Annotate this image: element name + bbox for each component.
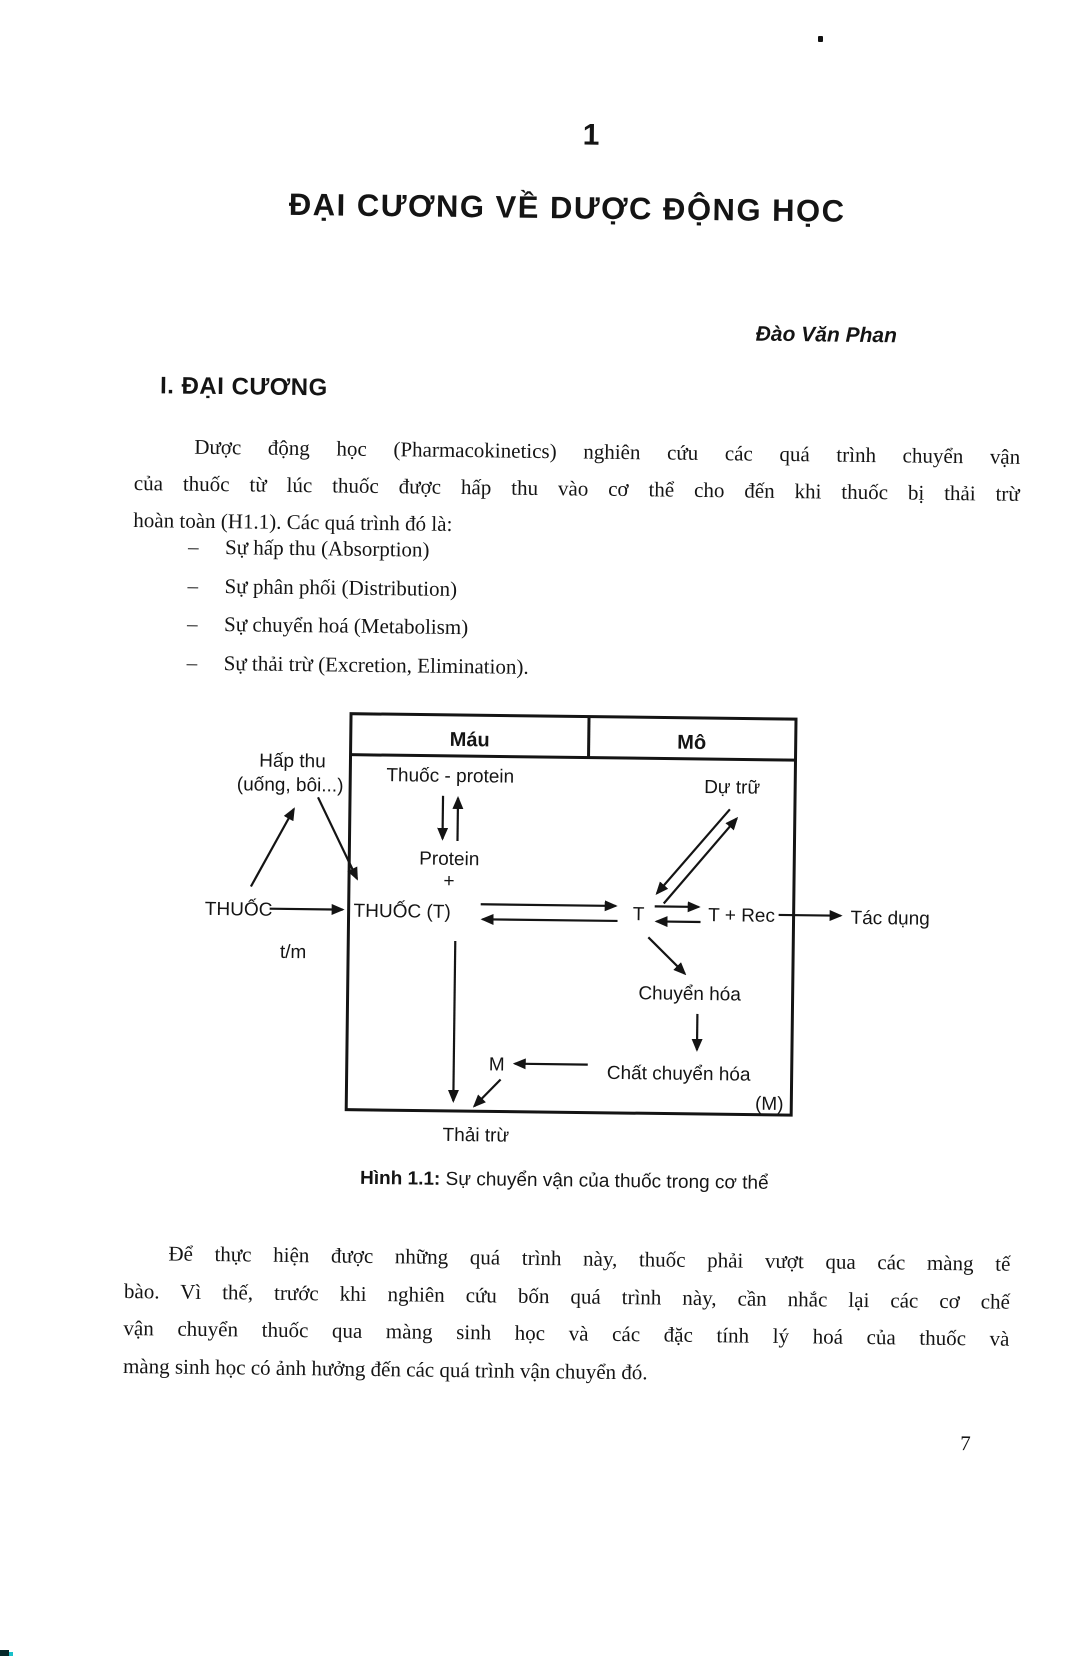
drug-receptor-label: T + Rec (708, 905, 776, 927)
absorption-label-line2: (uống, bôi...) (236, 774, 344, 797)
arrow-up-icon (457, 798, 458, 841)
receptor-arrow-right-icon (655, 906, 699, 907)
bullet-dash: – (186, 611, 198, 636)
intro-line: của thuốc từ lúc thuốc được hấp thu vào cơ thể cho đến khi thuốc bị thải trừ (133, 471, 1020, 506)
storage-label: Dự trữ (704, 777, 761, 799)
blood-header: Máu (449, 728, 490, 752)
figure-caption-text: Sự chuyển vận của thuốc trong cơ thể (445, 1168, 769, 1194)
absorption-label-line1: Hấp thu (259, 750, 326, 773)
arrow-down-icon (443, 796, 444, 839)
scan-artifact-speck (818, 36, 823, 42)
effect-label: Tác dụng (850, 907, 930, 930)
page-number: 7 (960, 1431, 971, 1456)
m-paren-label: (M) (754, 1093, 784, 1115)
scan-artifact-corner (0, 1650, 9, 1656)
metabolite-to-m-arrow-icon (515, 1064, 588, 1065)
drug-outside-label: THUỐC (204, 898, 273, 921)
iv-label: t/m (279, 941, 307, 964)
list-item (187, 566, 529, 609)
intro-line: Dược động học (Pharmacokinetics) nghiên cứu các quá trình chuyển vận (194, 434, 1021, 469)
tissue-header: Mô (677, 731, 707, 755)
drug-protein-label: Thuốc - protein (386, 765, 515, 788)
equilibrium-arrow-left-icon (483, 919, 618, 921)
equilibrium-arrow-right-icon (481, 904, 616, 906)
closing-line: bào. Vì thế, trước khi nghiên cứu bốn quá trình này, cần nhắc lại các cơ chế (123, 1278, 1011, 1314)
free-drug-tissue-label: T (632, 904, 645, 926)
iv-entry-arrow-icon (270, 909, 343, 910)
m-excretion-arrow-icon (474, 1079, 500, 1106)
excretion-label: Thải trừ (442, 1124, 510, 1147)
list-item (188, 528, 530, 571)
figure-caption (118, 1165, 1010, 1198)
bullet-dash: – (186, 650, 198, 675)
closing-line: Để thực hiện được những quá trình này, thuốc phải vượt qua các màng tế (168, 1241, 1011, 1276)
effect-arrow-icon (779, 915, 841, 916)
section-heading: I. ĐẠI CƯƠNG (159, 372, 328, 402)
protein-label: Protein (419, 848, 480, 871)
closing-line: vận chuyển thuốc qua màng sinh học và các đặc tính lý hoá của thuốc và (123, 1315, 1010, 1351)
scan-artifact-corner-cyan (9, 1652, 13, 1656)
list-item (187, 605, 529, 648)
page-title: ĐẠI CƯƠNG VỀ DƯỢC ĐỘNG HỌC (288, 186, 846, 229)
bullet-dash: – (187, 534, 199, 559)
figure-caption-label: Hình 1.1: (359, 1167, 441, 1190)
drug-free-label: THUỐC (T) (353, 900, 451, 923)
chapter-number: 1 (582, 118, 600, 152)
closing-paragraph (123, 1235, 1011, 1396)
m-label: M (488, 1054, 505, 1076)
receptor-arrow-left-icon (657, 921, 701, 922)
bullet-dash: – (187, 573, 199, 598)
list-item-label: Sự thải trừ (Excretion, Elimination). (223, 650, 529, 679)
metabolism-arrow-icon (648, 937, 685, 973)
absorption-arrow-into-blood-icon (317, 797, 358, 878)
absorption-arrow-up-icon (251, 808, 294, 887)
header-divider-line (351, 755, 796, 760)
process-list (186, 528, 530, 686)
metabolism-label: Chuyển hóa (638, 983, 741, 1006)
author-name: Đào Văn Phan (755, 322, 898, 348)
storage-arrow-down-icon (657, 808, 730, 894)
figure-1-1-diagram (191, 686, 957, 1165)
storage-arrow-up-icon (664, 818, 737, 905)
list-item (186, 643, 528, 686)
list-item-label: Sự hấp thu (Absorption) (224, 535, 430, 562)
blood-tissue-divider (589, 717, 590, 758)
excretion-arrow-icon (453, 941, 455, 1101)
closing-line: màng sinh học có ảnh hưởng đến các quá trình vận chuyển đó. (122, 1353, 648, 1384)
plus-sign: + (443, 870, 455, 892)
list-item-label: Sự phân phối (Distribution) (224, 573, 458, 601)
list-item-label: Sự chuyển hoá (Metabolism) (223, 612, 469, 640)
metabolite-label: Chất chuyển hóa (606, 1062, 751, 1086)
intro-line: hoàn toàn (H1.1). Các quá trình đó là: (133, 508, 453, 536)
